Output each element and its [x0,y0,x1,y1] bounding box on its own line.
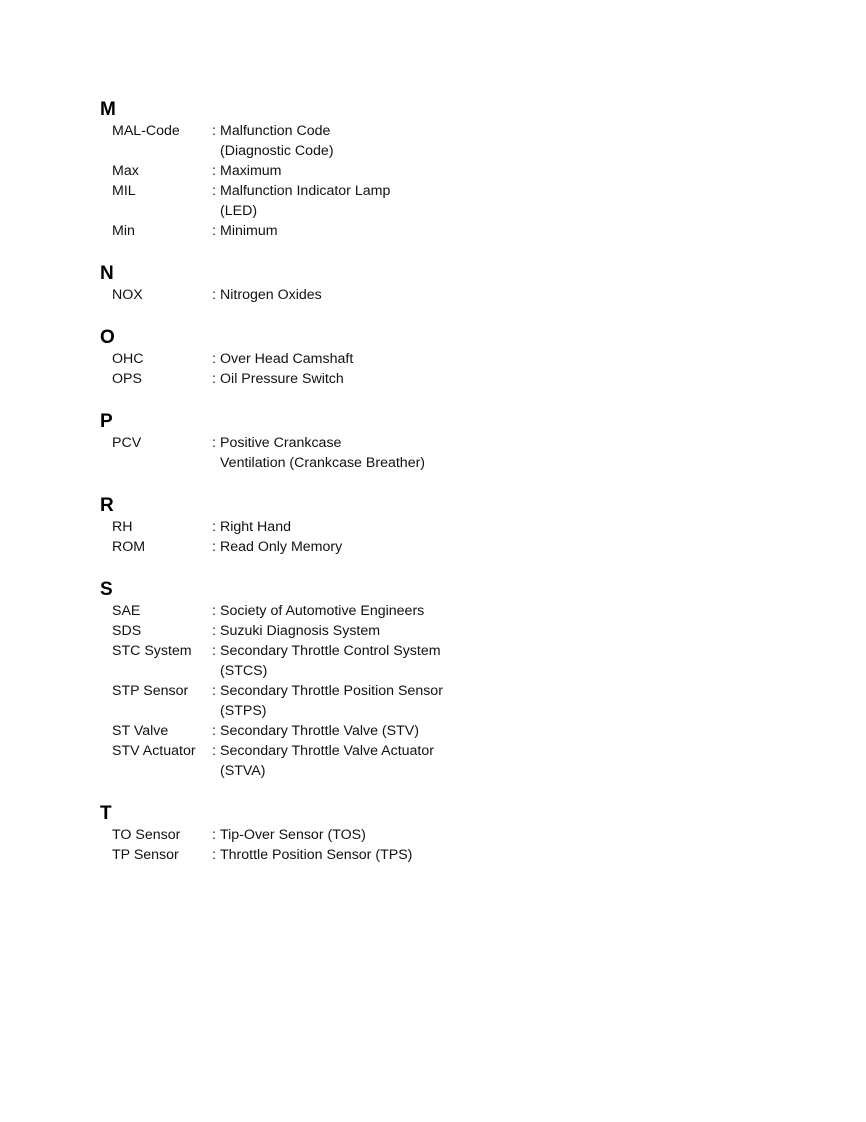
definition-line: Secondary Throttle Valve Actuator [220,743,434,759]
glossary-term: Max [112,163,139,179]
glossary-definition [220,121,520,161]
colon-separator: : [212,847,216,863]
colon-separator: : [212,743,216,759]
glossary-entry [100,517,520,537]
glossary-entry [100,825,520,845]
glossary-term: Min [112,223,135,239]
definition-line: (LED) [220,203,258,219]
section-letter-heading: N [100,263,114,284]
colon-separator: : [212,623,216,639]
section-letter-heading: P [100,411,113,432]
definition-line: Ventilation (Crankcase Breather) [220,455,426,471]
glossary-definition [220,681,520,721]
definition-line: Read Only Memory [220,539,343,555]
glossary-entry [100,221,520,241]
colon-separator: : [212,827,216,843]
definition-line: Maximum [220,163,282,179]
definition-line: Right Hand [220,519,291,535]
glossary-entry [100,433,520,473]
glossary-term: TP Sensor [112,847,179,863]
glossary-definition [220,537,520,557]
glossary-entry [100,121,520,161]
glossary-entry [100,641,520,681]
definition-line: (STCS) [220,663,268,679]
colon-separator: : [212,683,216,699]
glossary-definition [220,433,520,473]
glossary-entry [100,601,520,621]
colon-separator: : [212,643,216,659]
glossary-term: STV Actuator [112,743,196,759]
glossary-entry [100,681,520,721]
glossary-definition [220,825,520,845]
glossary-entry [100,845,520,865]
glossary-term: STP Sensor [112,683,189,699]
colon-separator: : [212,183,216,199]
glossary-definition [220,181,520,221]
glossary-entry [100,181,520,221]
glossary-entry [100,721,520,741]
colon-separator: : [212,223,216,239]
glossary-definition [220,221,520,241]
glossary-entry [100,537,520,557]
glossary-definition [220,161,520,181]
colon-separator: : [212,435,216,451]
definition-line: (Diagnostic Code) [220,143,334,159]
colon-separator: : [212,539,216,555]
section-letter-heading: M [100,99,116,120]
glossary-definition [220,601,520,621]
glossary-section-o [100,327,520,389]
glossary-entry [100,285,520,305]
definition-line: Secondary Throttle Position Sensor [220,683,443,699]
glossary-section-n [100,263,520,305]
glossary-definition [220,369,520,389]
definition-line: Throttle Position Sensor (TPS) [220,847,413,863]
definition-line: Malfunction Code [220,123,331,139]
glossary-entry [100,741,520,781]
glossary-term: ST Valve [112,723,169,739]
glossary-term: SAE [112,603,141,619]
glossary-term: MIL [112,183,136,199]
glossary-definition [220,641,520,681]
glossary-term: OPS [112,371,142,387]
glossary-definition [220,741,520,781]
definition-line: (STVA) [220,763,266,779]
definition-line: Over Head Camshaft [220,351,354,367]
glossary-definition [220,285,520,305]
glossary-entry [100,369,520,389]
definition-line: Suzuki Diagnosis System [220,623,381,639]
definition-line: Secondary Throttle Control System [220,643,441,659]
colon-separator: : [212,723,216,739]
colon-separator: : [212,351,216,367]
glossary-term: NOX [112,287,143,303]
glossary-section-t [100,803,520,865]
glossary-definition [220,349,520,369]
section-letter-heading: S [100,579,113,600]
definition-line: Malfunction Indicator Lamp [220,183,391,199]
colon-separator: : [212,163,216,179]
section-letter-heading: O [100,327,115,348]
glossary-term: OHC [112,351,144,367]
definition-line: Society of Automotive Engineers [220,603,425,619]
colon-separator: : [212,371,216,387]
colon-separator: : [212,123,216,139]
colon-separator: : [212,519,216,535]
glossary-term: PCV [112,435,142,451]
colon-separator: : [212,603,216,619]
glossary-term: SDS [112,623,142,639]
section-letter-heading: T [100,803,112,824]
glossary-term: RH [112,519,133,535]
glossary-definition [220,721,520,741]
glossary-definition [220,517,520,537]
glossary-section-s [100,579,520,781]
glossary-section-m [100,99,520,241]
glossary-term: MAL-Code [112,123,180,139]
definition-line: Tip-Over Sensor (TOS) [220,827,366,843]
section-letter-heading: R [100,495,114,516]
glossary-section-p [100,411,520,473]
colon-separator: : [212,287,216,303]
glossary-definition [220,845,520,865]
definition-line: Minimum [220,223,278,239]
glossary-definition [220,621,520,641]
glossary-section-r [100,495,520,557]
glossary-term: STC System [112,643,192,659]
glossary-term: TO Sensor [112,827,181,843]
definition-line: Positive Crankcase [220,435,342,451]
definition-line: Secondary Throttle Valve (STV) [220,723,419,739]
definition-line: Nitrogen Oxides [220,287,322,303]
definition-line: Oil Pressure Switch [220,371,344,387]
glossary-entry [100,161,520,181]
glossary-entry [100,349,520,369]
glossary-term: ROM [112,539,146,555]
abbreviation-glossary [100,99,520,887]
glossary-entry [100,621,520,641]
definition-line: (STPS) [220,703,267,719]
